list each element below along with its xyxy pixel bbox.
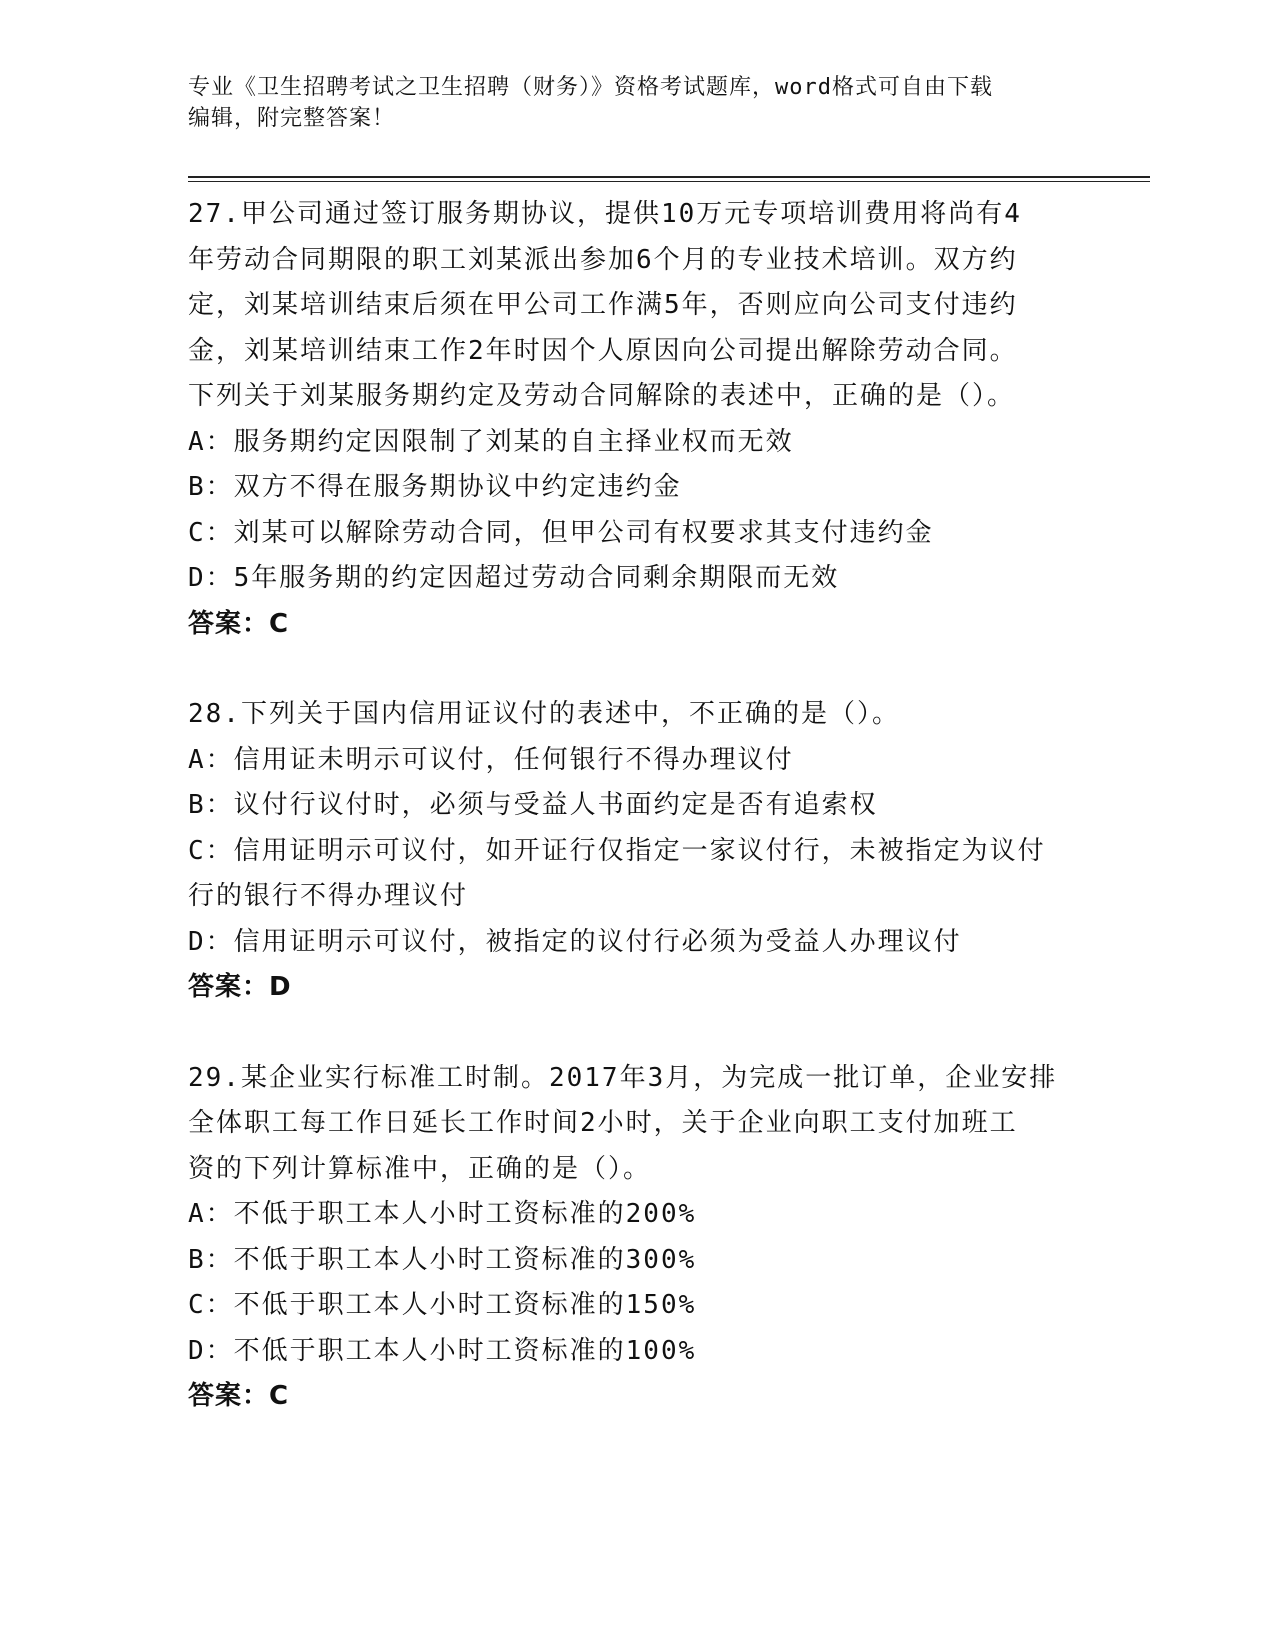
question-spacer (188, 647, 1088, 692)
question-stem-line: 27.甲公司通过签订服务期协议，提供10万元专项培训费用将尚有4 (188, 199, 1022, 229)
answer-option: 行的银行不得办理议付 (188, 881, 469, 911)
answer-option: C：信用证明示可议付，如开证行仅指定一家议付行，未被指定为议付 (188, 835, 1046, 866)
answer-option: B：议付行议付时，必须与受益人书面约定是否有追索权 (188, 790, 878, 820)
question-list (188, 192, 1088, 1420)
question-stem-line: 定，刘某培训结束后须在甲公司工作满5年，否则应向公司支付违约 (188, 290, 1018, 320)
question-stem-line: 资的下列计算标准中，正确的是（）。 (188, 1153, 652, 1184)
question-stem-line: 全体职工每工作日延长工作时间2小时，关于企业向职工支付加班工 (188, 1108, 1018, 1138)
answer-key: 答案：C (188, 608, 290, 639)
question-block (188, 192, 1088, 647)
header-line-1: 专业《卫生招聘考试之卫生招聘（财务）》资格考试题库，word格式可自由下载 (188, 75, 993, 100)
question-spacer (188, 1011, 1088, 1056)
answer-option: A：服务期约定因限制了刘某的自主择业权而无效 (188, 426, 794, 457)
header-divider-thin (188, 181, 1150, 182)
question-block (188, 692, 1088, 1011)
document-header (188, 72, 1088, 134)
header-divider-thick (188, 176, 1150, 178)
answer-option: A：信用证未明示可议付，任何银行不得办理议付 (188, 744, 794, 775)
answer-option: B：不低于职工本人小时工资标准的300% (188, 1244, 697, 1275)
answer-option: B：双方不得在服务期协议中约定违约金 (188, 472, 682, 502)
question-stem-line: 28.下列关于国内信用证议付的表述中，不正确的是（）。 (188, 699, 900, 729)
answer-key: 答案：D (188, 972, 292, 1002)
answer-option: A：不低于职工本人小时工资标准的200% (188, 1199, 697, 1229)
answer-option: D：信用证明示可议付，被指定的议付行必须为受益人办理议付 (188, 926, 962, 957)
question-stem-line: 年劳动合同期限的职工刘某派出参加6个月的专业技术培训。双方约 (188, 244, 1018, 275)
question-stem-line: 下列关于刘某服务期约定及劳动合同解除的表述中，正确的是（）。 (188, 381, 1016, 411)
answer-option: C：刘某可以解除劳动合同，但甲公司有权要求其支付违约金 (188, 517, 934, 548)
answer-option: D：5年服务期的约定因超过劳动合同剩余期限而无效 (188, 563, 840, 593)
answer-option: C：不低于职工本人小时工资标准的150% (188, 1290, 697, 1320)
header-line-2: 编辑，附完整答案！ (188, 106, 396, 131)
question-stem-line: 29.某企业实行标准工时制。2017年3月，为完成一批订单，企业安排 (188, 1062, 1058, 1093)
answer-option: D：不低于职工本人小时工资标准的100% (188, 1335, 697, 1366)
question-block (188, 1056, 1088, 1420)
answer-key: 答案：C (188, 1381, 290, 1411)
question-stem-line: 金，刘某培训结束工作2年时因个人原因向公司提出解除劳动合同。 (188, 335, 1018, 366)
